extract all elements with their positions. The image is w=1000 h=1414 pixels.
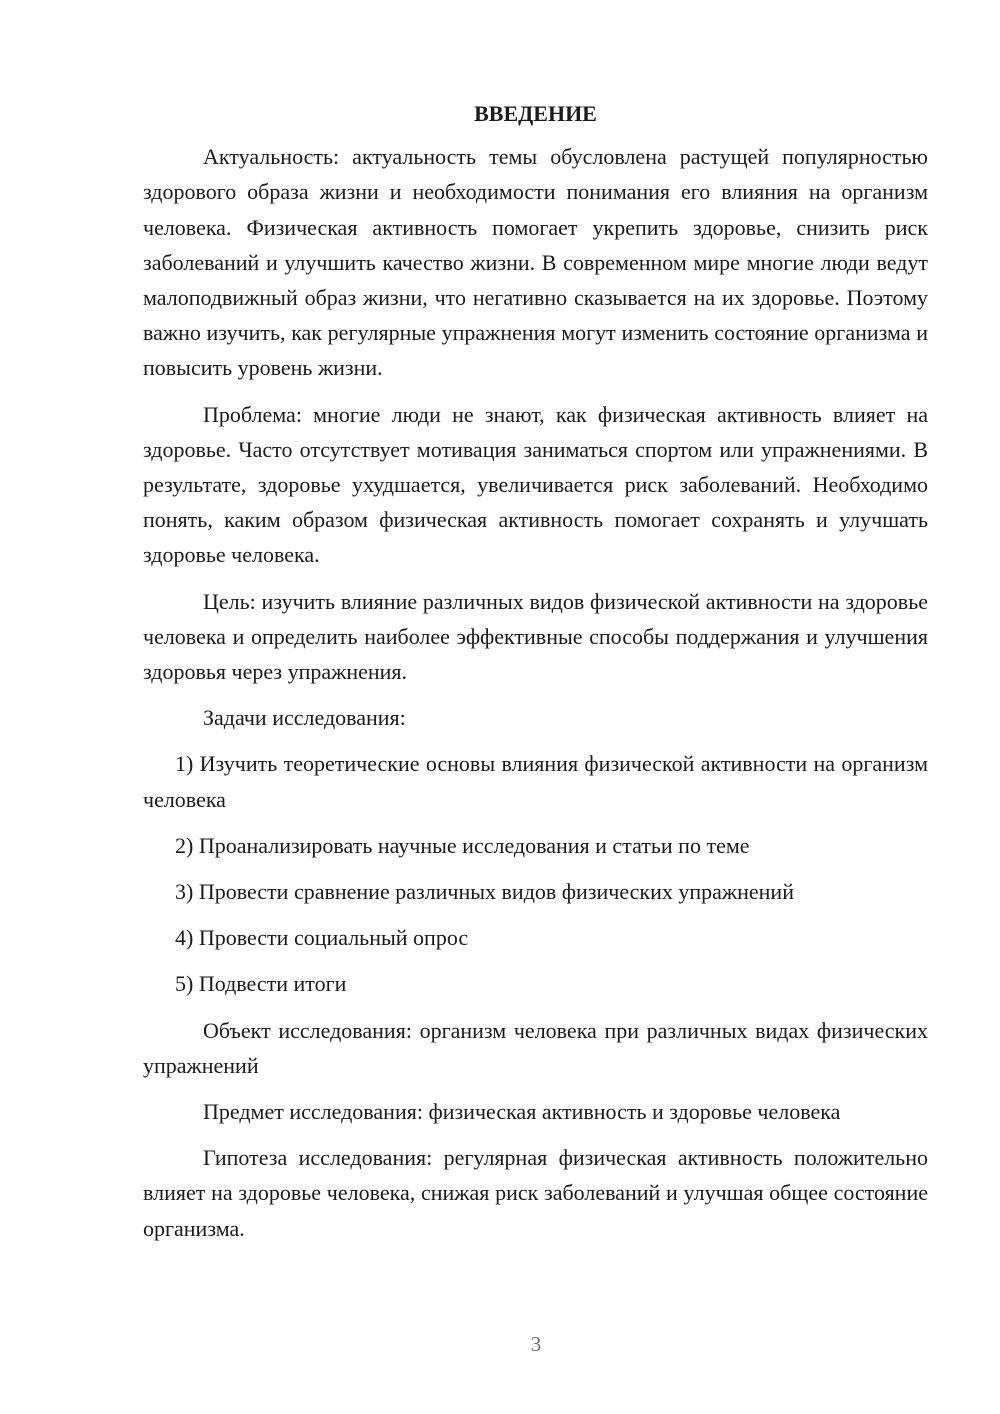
hypothesis-paragraph: Гипотеза исследования: регулярная физическая активность положительно влияет на здоровье человека, снижая риск заболеваний и улучшая общее состояние организма. (143, 1145, 928, 1241)
tasks-heading: Задачи исследования: (203, 705, 406, 731)
object-paragraph: Объект исследования: организм человека при различных видах физических упражнений (143, 1017, 928, 1078)
subject-paragraph: Предмет исследования: физическая активность и здоровье человека (203, 1099, 841, 1125)
task-item-5: 5) Подвести итоги (175, 971, 347, 997)
task-item-1: 1) Изучить теоретические основы влияния физической активности на организм человека (143, 751, 928, 812)
page-title: ВВЕДЕНИЕ (474, 101, 597, 126)
goal-paragraph: Цель: изучить влияние различных видов физической активности на здоровье человека и определить наиболее эффективные способы поддержания и улучшения здоровья через упражнения. (143, 588, 928, 685)
task-item-2: 2) Проанализировать научные исследования и статьи по теме (175, 832, 750, 858)
task-item-4: 4) Провести социальный опрос (175, 925, 469, 951)
page-body (143, 96, 928, 1257)
page-number: 3 (530, 1332, 542, 1356)
task-item-3: 3) Провести сравнение различных видов физических упражнений (175, 879, 794, 905)
relevance-paragraph: Актуальность: актуальность темы обусловлена растущей популярностью здорового образа жизни и необходимости понимания его влияния на организм человека. Физическая активность помогает укрепить здоровье, снизить риск заболеваний и улучшить качество жизни. В современном мире многие люди ведут малоподвижный образ жизни, что негативно сказывается на их здоровье. Поэтому важно изучить, как регулярные упражнения могут изменить состояние организма и повысить уровень жизни. (143, 144, 928, 381)
problem-paragraph: Проблема: многие люди не знают, как физическая активность влияет на здоровье. Часто отсутствует мотивация заниматься спортом или упражнениями. В результате, здоровье ухудшается, увеличивается риск заболеваний. Необходимо понять, каким образом физическая активность помогает сохранять и улучшать здоровье человека. (143, 401, 928, 568)
